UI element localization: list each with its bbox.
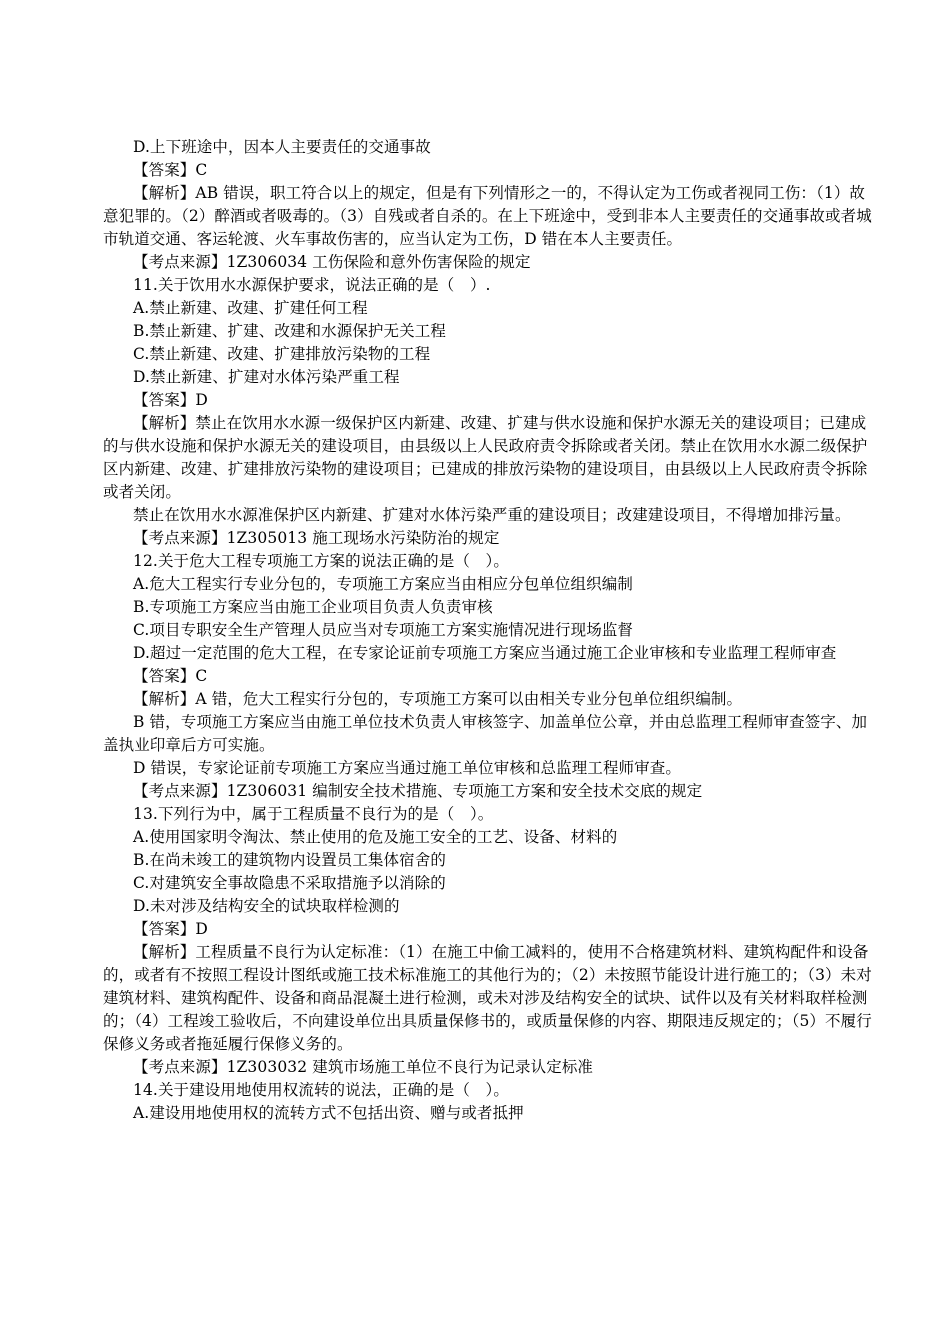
paragraph: 12.关于危大工程专项施工方案的说法正确的是（ ）。 [133,552,510,570]
paragraph: B 错，专项施工方案应当由施工单位技术负责人审核签字、加盖单位公章，并由总监理工程师审查签字、加盖执业印章后方可实施。 [103,713,868,754]
paragraph: 禁止在饮用水水源准保护区内新建、扩建对水体污染严重的建设项目；改建建设项目，不得增加排污量。 [133,506,851,524]
paragraph: 【考点来源】1Z306034 工伤保险和意外伤害保险的规定 [133,253,531,271]
paragraph: 【答案】D [133,920,208,938]
paragraph: 【答案】C [133,161,208,179]
paragraph: 【考点来源】1Z305013 施工现场水污染防治的规定 [133,529,500,547]
paragraph: D.超过一定范围的危大工程，在专家论证前专项施工方案应当通过施工企业审核和专业监理工程师审查 [133,644,837,662]
paragraph: 【答案】C [133,667,208,685]
paragraph: A.禁止新建、改建、扩建任何工程 [133,299,368,317]
paragraph: 【解析】禁止在饮用水水源一级保护区内新建、改建、扩建与供水设施和保护水源无关的建设项目；已建成的与供水设施和保护水源无关的建设项目，由县级以上人民政府责令拆除或者关闭。禁止在饮用水水源二级保护区内新建、改建、扩建排放污染物的建设项目；已建成的排放污染物的建设项目，由县级以上人民政府责令拆除或者关闭。 [103,414,868,501]
paragraph: C.对建筑安全事故隐患不采取措施予以消除的 [133,874,446,892]
paragraph: 11.关于饮用水水源保护要求，说法正确的是（ ）. [133,276,491,294]
paragraph: 【考点来源】1Z303032 建筑市场施工单位不良行为记录认定标准 [133,1058,594,1076]
paragraph: D.未对涉及结构安全的试块取样检测的 [133,897,400,915]
paragraph: 【解析】AB 错误，职工符合以上的规定，但是有下列情形之一的，不得认定为工伤或者视同工伤：（1）故意犯罪的。（2）醉酒或者吸毒的。（3）自残或者自杀的。在上下班途中，受到非本人主要责任的交通事故或者城市轨道交通、客运轮渡、火车事故伤害的，应当认定为工伤，D 错在本人主要责任。 [103,184,872,248]
paragraph: 【答案】D [133,391,208,409]
paragraph: A.使用国家明令淘汰、禁止使用的危及施工安全的工艺、设备、材料的 [133,828,618,846]
paragraph: D.上下班途中，因本人主要责任的交通事故 [133,138,431,156]
paragraph: B.专项施工方案应当由施工企业项目负责人负责审核 [133,598,493,616]
paragraph: 13.下列行为中，属于工程质量不良行为的是（ ）。 [133,805,494,823]
paragraph: B.禁止新建、扩建、改建和水源保护无关工程 [133,322,446,340]
paragraph: 【考点来源】1Z306031 编制安全技术措施、专项施工方案和安全技术交底的规定 [133,782,703,800]
paragraph: A.建设用地使用权的流转方式不包括出资、赠与或者抵押 [133,1104,524,1122]
paragraph: D 错误，专家论证前专项施工方案应当通过施工单位审核和总监理工程师审查。 [133,759,681,777]
paragraph: A.危大工程实行专业分包的，专项施工方案应当由相应分包单位组织编制 [133,575,633,593]
paragraph: 【解析】工程质量不良行为认定标准：（1）在施工中偷工减料的，使用不合格建筑材料、建筑构配件和设备的，或者有不按照工程设计图纸或施工技术标准施工的其他行为的；（2）未按照节能设计进行施工的；（3）未对建筑材料、建筑构配件、设备和商品混凝土进行检测，或未对涉及结构安全的试块、试件以及有关材料取样检测的；（4）工程竣工验收后，不向建设单位出具质量保修书的，或质量保修的内容、期限违反规定的；（5）不履行保修义务或者拖延履行保修义务的。 [103,943,872,1053]
paragraph: C.项目专职安全生产管理人员应当对专项施工方案实施情况进行现场监督 [133,621,634,639]
paragraph: C.禁止新建、改建、扩建排放污染物的工程 [133,345,431,363]
paragraph: B.在尚未竣工的建筑物内设置员工集体宿舍的 [133,851,446,869]
paragraph: 【解析】A 错，危大工程实行分包的，专项施工方案可以由相关专业分包单位组织编制。 [133,690,743,708]
paragraph: 14.关于建设用地使用权流转的说法，正确的是（ ）。 [133,1081,510,1099]
paragraph: D.禁止新建、扩建对水体污染严重工程 [133,368,400,386]
document-body [103,136,875,1125]
